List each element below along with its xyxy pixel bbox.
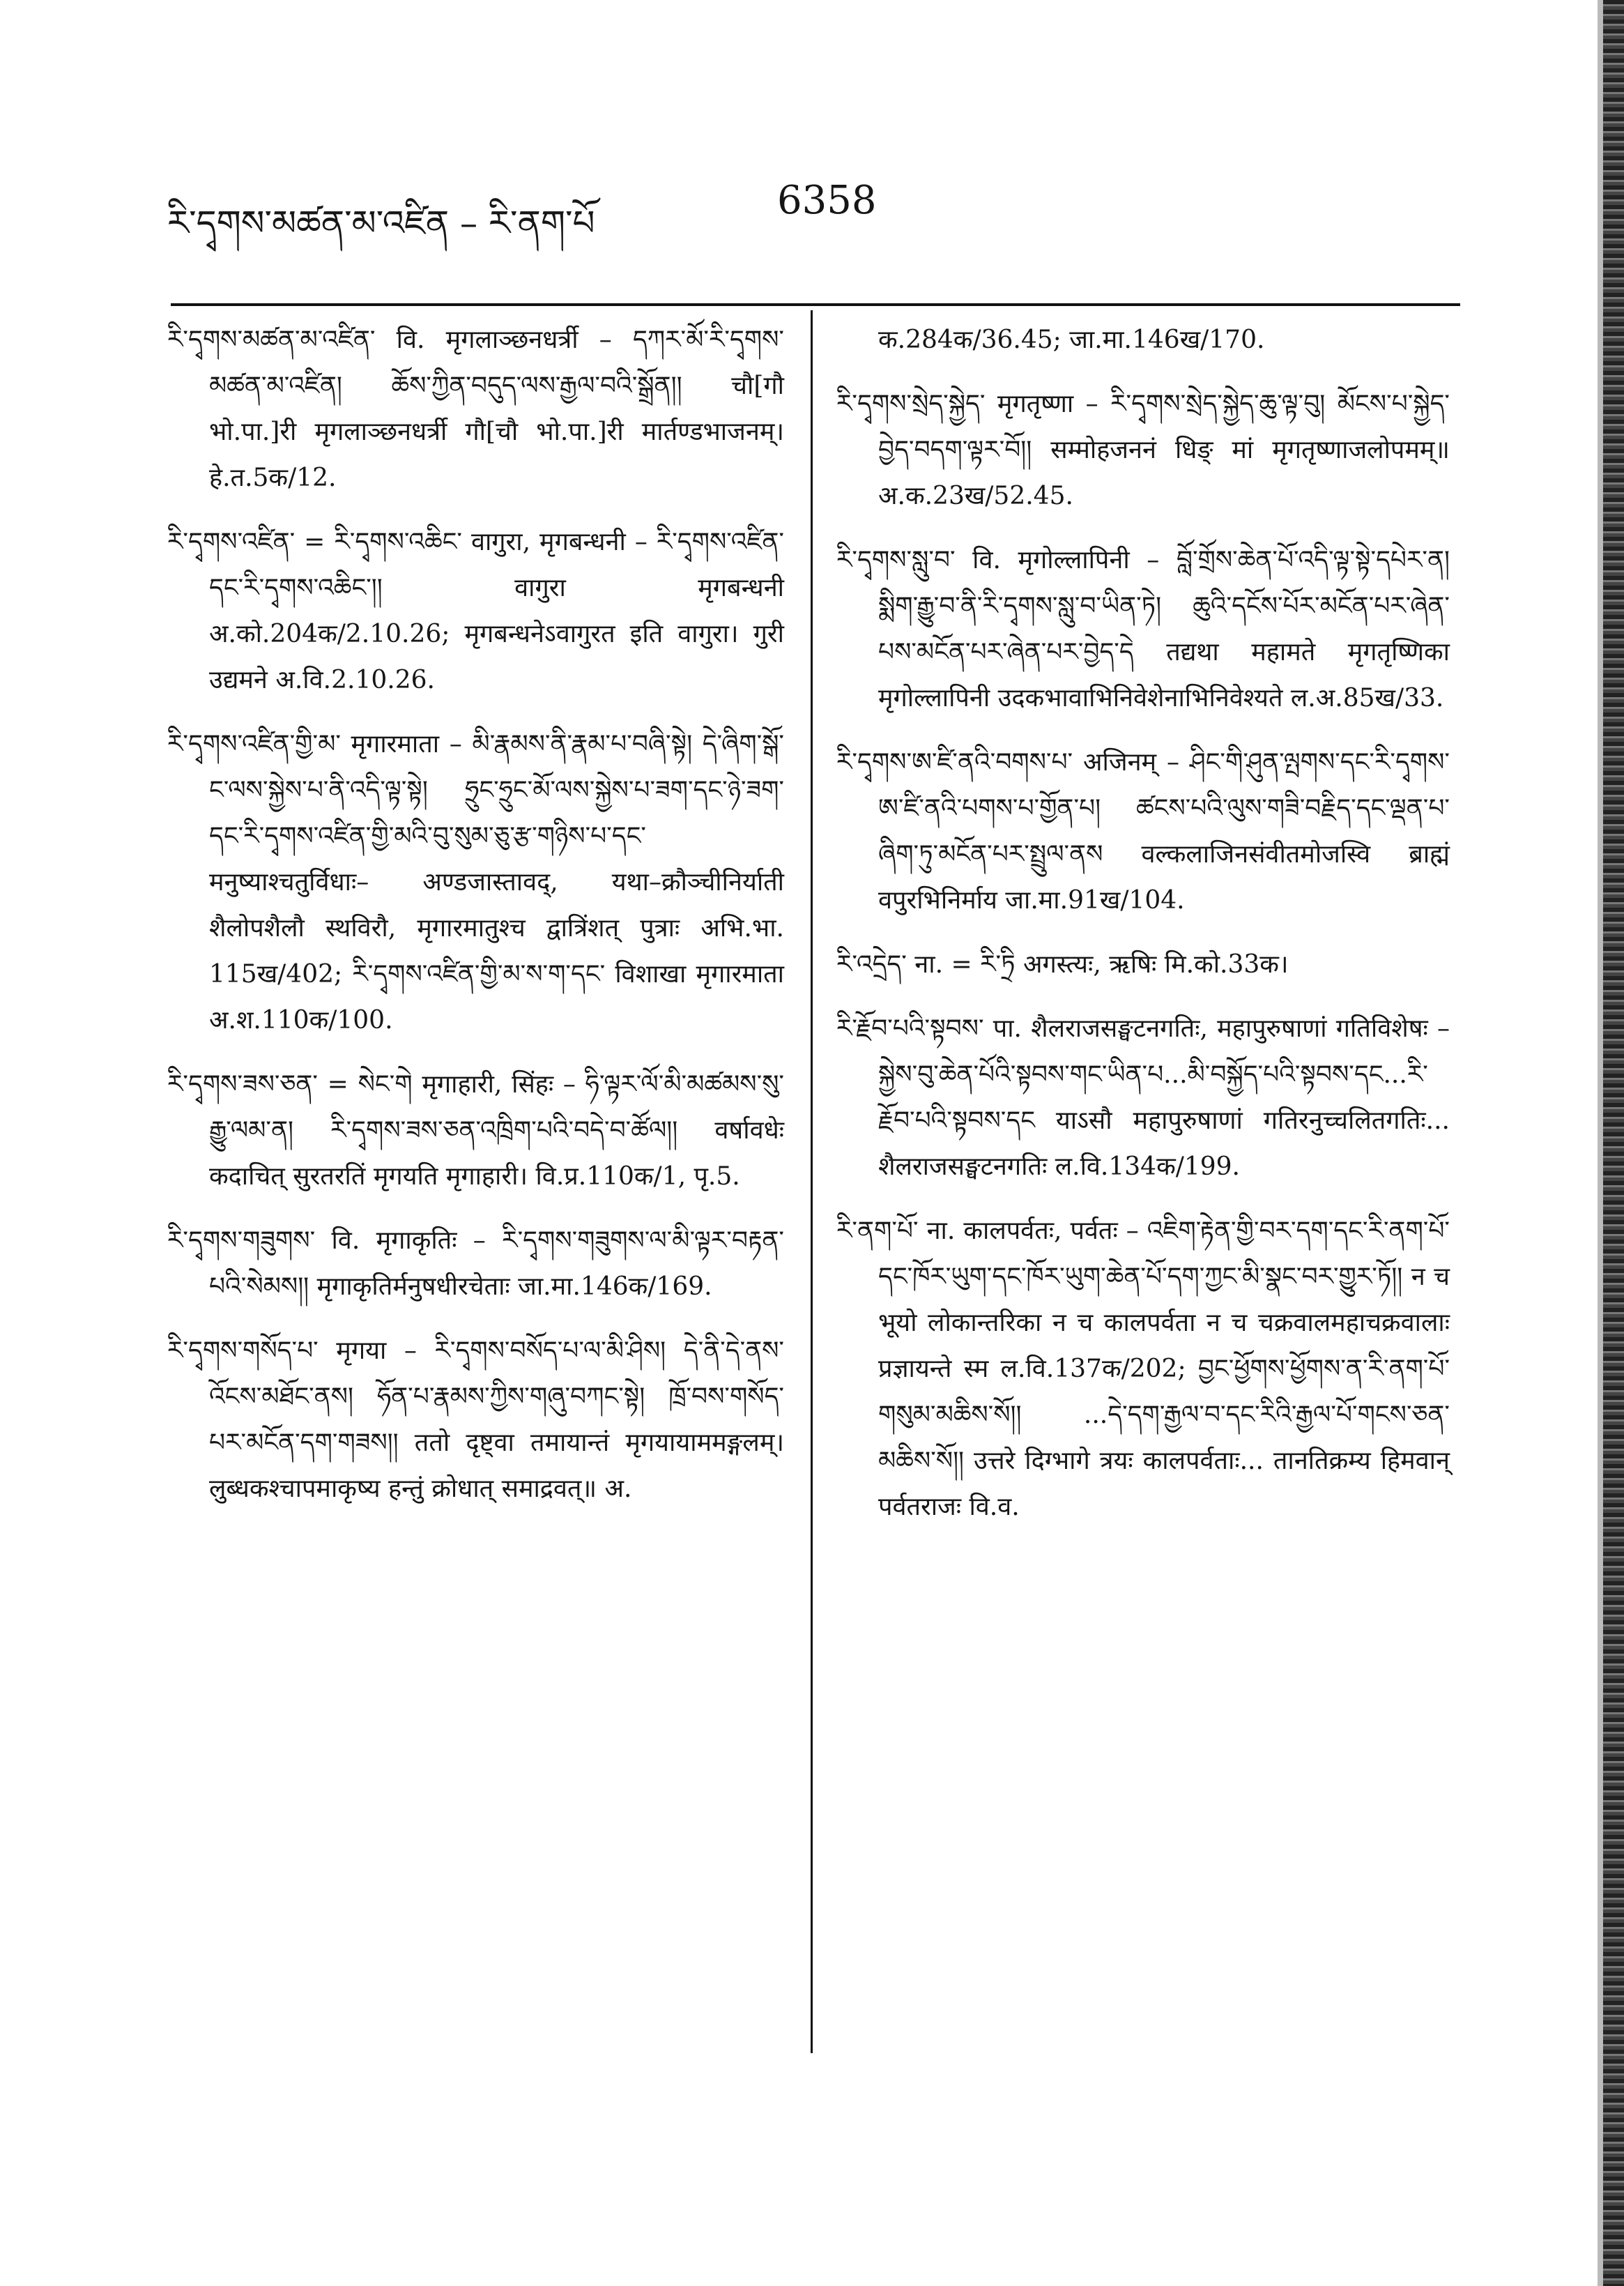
right-column (836, 317, 1450, 1548)
running-head (167, 178, 1464, 247)
dictionary-entry: རི་དྭགས་མཚན་མ་འཛིན་ वि. मृगलाञ्छनधर्त्री – དཀར་མོ་རི་དྭགས་མཚན་མ་འཛིན། ཆོས་ཀྱིན་བདུད་ལས་རྒྱལ་བའི་སྒྲོན།། चौ[गौ भो.पा.]री मृगलाञ्छनधर्त्री गौ[चौ भो.पा.]री मार्तण्डभाजनम्। हे.त.5क/12. (167, 326, 784, 492)
header-rule (171, 303, 1460, 306)
column-divider (811, 310, 813, 2053)
dictionary-entry: རི་འདྲེད་ ना. = རི་ཏྲི अगस्त्यः, ऋषिः मि.को.33क। (836, 950, 1289, 979)
dictionary-entry: རི་དྭགས་སླུ་བ་ वि. मृगोल्लापिनी – བློ་གྲོས་ཆེན་པོ་འདི་ལྟ་སྟེ་དཔེར་ན། སྨིག་རྒྱུ་བ་ནི་རི་དྭགས་སླུ་བ་ཡིན་ཏེ། ཆུའི་དངོས་པོར་མངོན་པར་ཞེན་པས་མངོན་པར་ཞེན་པར་བྱེད་དེ तद्यथा महामते मृगतृष्णिका मृगोल्लापिनी उदकभावाभिनिवेशेनाभिनिवेश्यते ल.अ.85ख/33. (836, 546, 1450, 713)
dictionary-entry: རི་དྭགས་གསོད་པ་ मृगया – རི་དྭགས་བསོད་པ་ལ་མི་ཤིས། དེ་ནི་དེ་ནས་འོངས་མཐོང་ནས། ཧོན་པ་རྣམས་ཀྱིས་གཞུ་བཀང་སྟེ། ཁྲོ་བས་གསོད་པར་མངོན་དག་གཟས།། ततो दृष्ट्वा तमायान्तं मृगयायाममङ्गलम्। लुब्धकश्चापमाकृष्य हन्तुं क्रोधात् समाद्रवत्॥ अ. (167, 1336, 784, 1503)
dictionary-entry: རི་ནག་པོ་ ना. कालपर्वतः, पर्वतः – འཇིག་རྟེན་གྱི་བར་དག་དང་རི་ནག་པོ་དང་ཁོར་ཡུག་དང་ཁོར་ཡུག་ཆེན་པོ་དག་ཀྱང་མི་སྣང་བར་གྱུར་ཏོ།། न च भूयो लोकान्तरिका न च कालपर्वता न च चक्रवालमहाचक्रवालाः प्रज्ञायन्ते स्म ल.वि.137क/202; བྱང་ཕྱོགས་ཕྱོགས་ན་རི་ནག་པོ་གསུམ་མཆིས་སོ།། ...དེ་དག་རྒྱལ་བ་དང་རིའི་རྒྱལ་པོ་གངས་ཅན་མཆིས་སོ།། उत्तरे दिग्भागे त्रयः कालपर्वताः... तानतिक्रम्य हिमवान् पर्वतराजः वि.व. (836, 1217, 1450, 1521)
entry-continuation: क.284क/36.45; जा.मा.146ख/170. (878, 326, 1265, 354)
dictionary-entry: རི་དྭགས་སྲེད་སྐྱེད་ मृगतृष्णा – རི་དྭགས་སྲེད་སྐྱེད་ཆུ་ལྟ་བུ། མོངས་པ་སྐྱེད་བྱེད་བདག་ལྟར་བོ།། सम्मोहजननं धिङ् मां मृगतृष्णाजलोपमम्॥ अ.क.23ख/52.45. (836, 390, 1450, 510)
left-column (167, 317, 784, 1530)
dictionary-entry: རི་དྭགས་ཨ་ཛི་ནའི་བགས་པ་ अजिनम् – ཤིང་གི་ཤུན་ལྤགས་དང་རི་དྭགས་ཨ་ཛི་ནའི་པགས་པ་གྱོན་པ། ཚངས་པའི་ལུས་གཟི་བརྗིད་དང་ལྡན་པ་ཞིག་ཏུ་མངོན་པར་སྤྲུལ་ནས वल्कलाजिनसंवीतमोजस्वि ब्राह्मं वपुरभिनिर्माय जा.मा.91ख/104. (836, 748, 1450, 915)
dictionary-entry: རི་དྭགས་གཟུགས་ वि. मृगाकृतिः – རི་དྭགས་གཟུགས་ལ་མི་ལྟར་བརྟན་པའི་སེམས།། मृगाकृतिर्मनुषधीरचेताः जा.मा.146क/169. (167, 1226, 784, 1301)
dictionary-entry: རི་དྭགས་འཛིན་ = རི་དྭགས་འཆིང་ वागुरा, मृगबन्धनी – རི་དྭགས་འཛིན་དང་རི་དྭགས་འཆིང་།། वागुरा मृगबन्धनी अ.को.204क/2.10.26; मृगबन्धनेऽवागुरत इति वागुरा। गुरी उद्यमने अ.वि.2.10.26. (167, 528, 784, 694)
dictionary-entry: རི་དྭགས་འཛིན་གྱི་མ་ मृगारमाता – མི་རྣམས་ནི་རྣམ་པ་བཞི་སྟེ། དེ་ཞིག་སྒོ་ང་ལས་སྐྱེས་པ་ནི་འདི་ལྟ་སྟེ། ཧྲུང་ཧྲུང་མོ་ལས་སྐྱེས་པ་ཟག་དང་ཉེ་ཟག་དང་རི་དྭགས་འཛིན་གྱི་མའི་བུ་སུམ་ཅུ་རྩ་གཉིས་པ་དང་ मनुष्याश्चतुर्विधाः– अण्डजास्तावद्, यथा–क्रौञ्चीनिर्याती शैलोपशैलौ स्थविरौ, मृगारमातुश्च द्वात्रिंशत् पुत्राः अभि.भा. 115ख/402; རི་དྭགས་འཛིན་གྱི་མ་ས་ག་དང་ विशाखा मृगारमाता अ.श.110क/100. (167, 730, 784, 1035)
dictionary-entry: རི་དྭགས་ཟས་ཅན་ = སེང་གེ मृगाहारी, सिंहः – ཧི་ལྟར་ལོ་མི་མཚམས་སུ་རྒྱུ་ལམ་ན། རི་དྭགས་ཟས་ཅན་འཁྲིག་པའི་བདེ་བ་ཚོལ།། वर्षावधेः कदाचित् सुरतरतिं मृगयति मृगाहारी। वि.प्र.110क/1, पृ.5. (167, 1070, 784, 1191)
scan-shadow (1598, 0, 1603, 2286)
book-binding-edge (1603, 0, 1624, 2286)
dictionary-entry: རི་རྗོབ་པའི་སྟབས་ पा. शैलराजसङ्घटनगतिः, महापुरुषाणां गतिविशेषः – སྐྱེས་བུ་ཆེན་པོའི་སྟབས་གང་ཡིན་པ...མི་བསྐྱོད་པའི་སྟབས་དང...རི་རྗོབ་པའི་སྟབས་དང याऽसौ महापुरुषाणां गतिरनुच्चलितगतिः... शैलराजसङ्घटनगतिः ल.वि.134क/199. (836, 1014, 1450, 1181)
page-number: 6358 (777, 178, 877, 223)
running-title: རི་དྭགས་མཚན་མ་འཛིན – རི་ནག་པོ (167, 203, 595, 243)
